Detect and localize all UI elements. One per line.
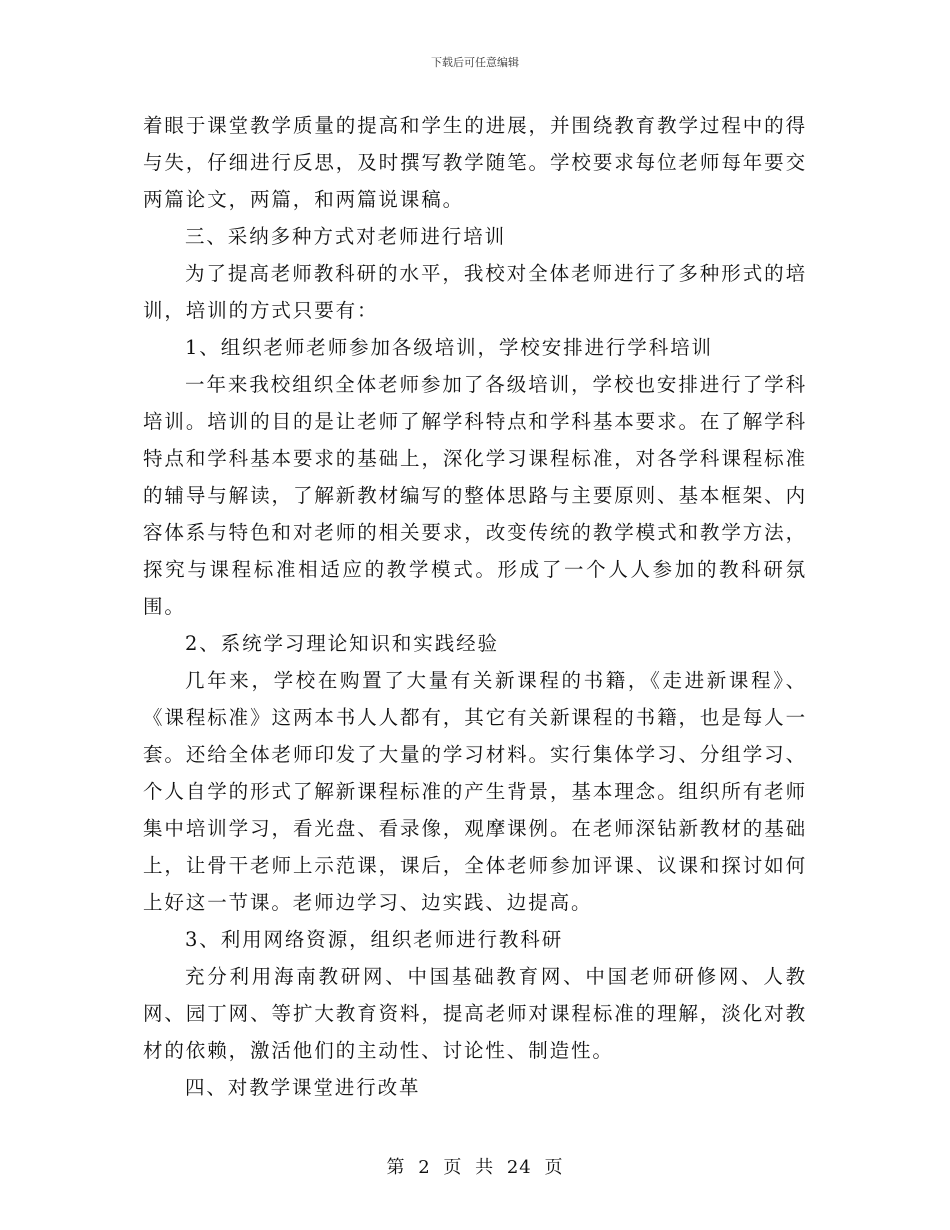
document-body [143, 107, 807, 1106]
page-number: 第 2 页 共 24 页 [386, 1157, 564, 1178]
paragraph-study-theory: 几年来，学校在购置了大量有关新课程的书籍，《走进新课程》、《课程标准》这两本书人人都有，其它有关新课程的书籍，也是每人一套。还给全体老师印发了大量的学习材料。实行集体学习、分组学习、个人自学的形式了解新课程标准的产生背景，基本理念。组织所有老师集中培训学习，看光盘、看录像，观摩课例。在老师深钻新教材的基础上，让骨干老师上示范课，课后，全体老师参加评课、议课和探讨如何上好这一节课。老师边学习、边实践、边提高。 [143, 669, 807, 914]
paragraph-network-resources: 充分利用海南教研网、中国基础教育网、中国老师研修网、人教网、园丁网、等扩大教育资料，提高老师对课程标准的理解，淡化对教材的依赖，激活他们的主动性、讨论性、制造性。 [143, 965, 807, 1062]
paragraph-training-levels: 一年来我校组织全体老师参加了各级培训，学校也安排进行了学科培训。培训的目的是让老师了解学科特点和学科基本要求。在了解学科特点和学科基本要求的基础上，深化学习课程标准，对各学科课程标准的辅导与解读，了解新教材编写的整体思路与主要原则、基本框架、内容体系与特色和对老师的相关要求，改变传统的教学模式和教学方法，探究与课程标准相适应的教学模式。形成了一个人人参加的教科研氛围。 [143, 373, 807, 618]
subheading-1: 1、组织老师老师参加各级培训，学校安排进行学科培训 [185, 336, 713, 359]
section-heading-3: 三、采纳多种方式对老师进行培训 [185, 225, 507, 248]
paragraph-training-intro: 为了提高老师教科研的水平，我校对全体老师进行了多种形式的培训，培训的方式只要有： [143, 262, 807, 322]
section-heading-4: 四、对教学课堂进行改革 [185, 1076, 421, 1099]
subheading-2: 2、系统学习理论知识和实践经验 [185, 632, 499, 655]
paragraph-continuation: 着眼于课堂教学质量的提高和学生的进展，并围绕教育教学过程中的得与失，仔细进行反思，及时撰写教学随笔。学校要求每位老师每年要交两篇论文，两篇，和两篇说课稿。 [143, 114, 807, 211]
subheading-3: 3、利用网络资源，组织老师进行教科研 [185, 928, 564, 951]
page-header-note: 下载后可任意编辑 [431, 56, 519, 69]
